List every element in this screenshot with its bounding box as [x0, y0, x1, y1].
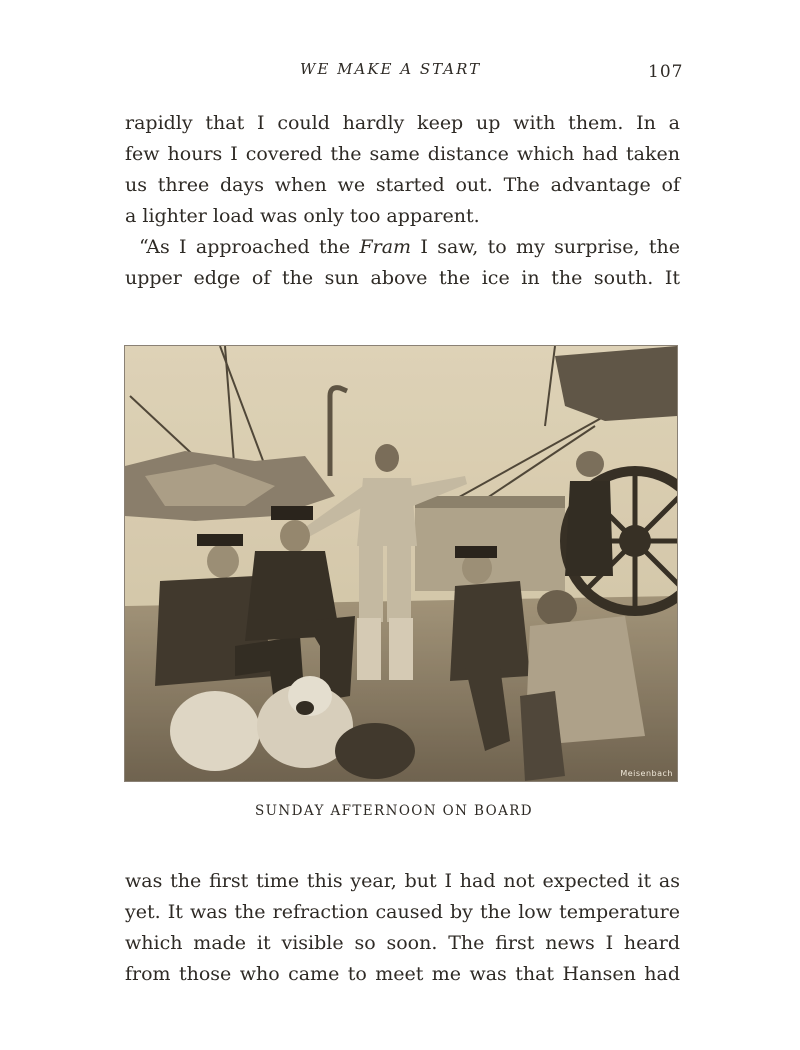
body-text-top: [125, 108, 680, 294]
running-head: WE MAKE A START: [300, 60, 482, 78]
text-line: which made it visible so soon. The first news I heard: [125, 932, 680, 954]
text-line: rapidly that I could hardly keep up with them. In a: [125, 112, 680, 134]
text-fragment: I saw, to my surprise, the: [420, 236, 680, 258]
text-line: a lighter load was only too apparent.: [125, 205, 480, 227]
plate-caption: SUNDAY AFTERNOON ON BOARD: [255, 803, 534, 819]
body-text-bottom: [125, 866, 680, 990]
text-line: few hours I covered the same distance which had taken: [125, 143, 680, 165]
text-line: was the first time this year, but I had not expected it as: [125, 870, 680, 892]
photo-plate: [124, 345, 678, 782]
engraver-mark: Meisenbach: [620, 769, 673, 778]
text-line-fram: [125, 232, 680, 263]
page-number: 107: [648, 62, 684, 82]
text-line: us three days when we started out. The advantage of: [125, 174, 680, 196]
text-line: yet. It was the refraction caused by the low temperature: [125, 901, 680, 923]
text-line: upper edge of the sun above the ice in the south. It: [125, 267, 680, 289]
deck-scene-photo: [125, 346, 677, 781]
text-fragment: “As I approached the: [139, 236, 351, 258]
ship-name: Fram: [359, 236, 412, 258]
text-line: from those who came to meet me was that Hansen had: [125, 963, 680, 985]
